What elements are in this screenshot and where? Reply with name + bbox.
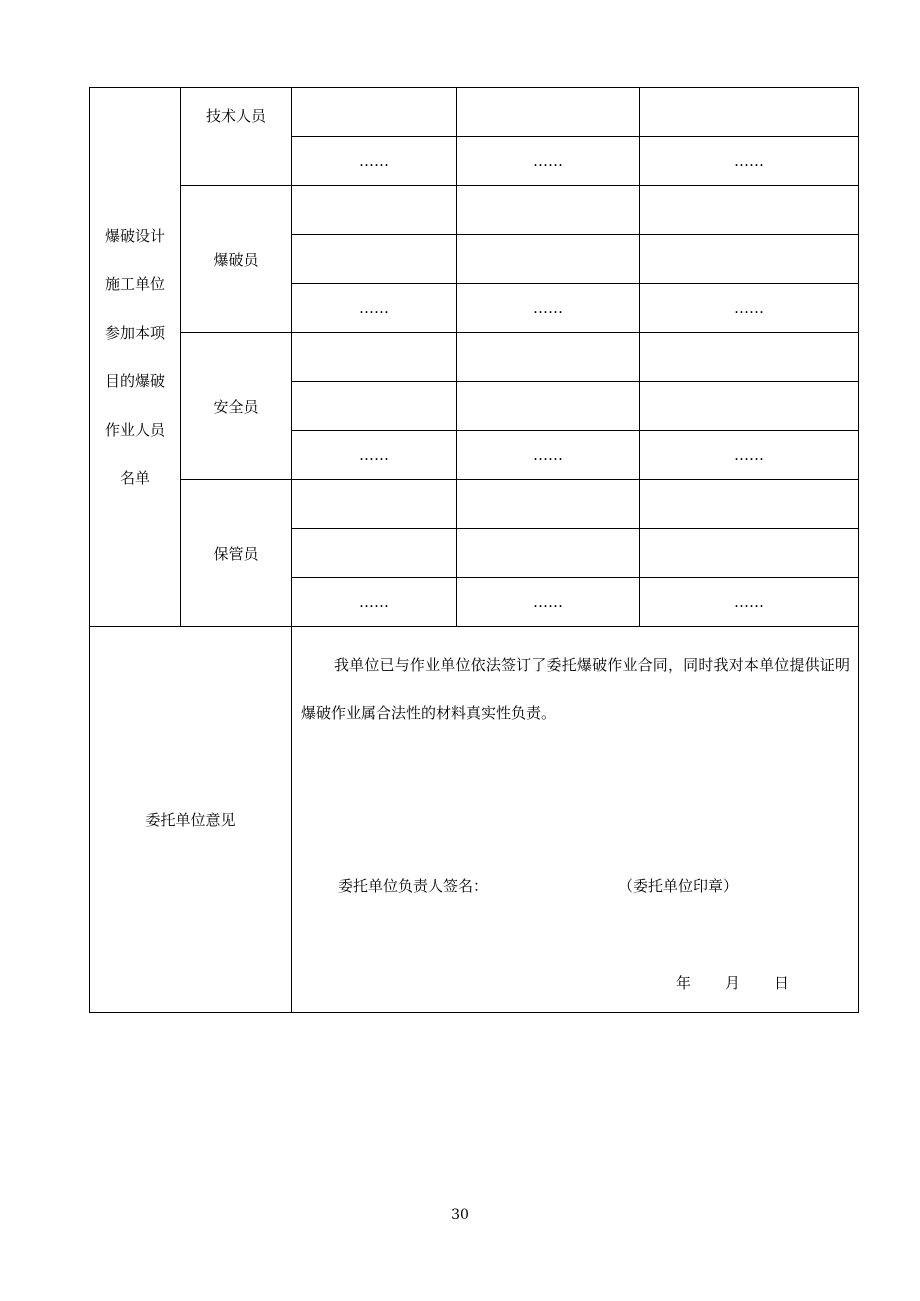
entry-cell[interactable] [457, 235, 640, 284]
side-label-line: 目的爆破 [104, 372, 165, 390]
entry-cell[interactable] [457, 382, 640, 431]
seal-label: （委托单位印章） [618, 877, 739, 895]
client-opinion-cell [292, 627, 859, 1013]
entry-cell[interactable] [457, 529, 640, 578]
side-label-line: 作业人员 [104, 420, 165, 439]
ellipsis-cell: …… [292, 578, 457, 627]
entry-cell[interactable] [640, 333, 859, 382]
ellipsis-cell: …… [457, 431, 640, 480]
signature-label: 委托单位负责人签名： [338, 877, 489, 895]
ellipsis-cell: …… [640, 284, 859, 333]
personnel-form-table [89, 87, 859, 1013]
page-number: 30 [451, 1207, 469, 1223]
opinion-statement: 我单位已与作业单位依法签订了委托爆破作业合同，同时我对本单位提供证明爆破作业属合法性的材料真实性负责。 [301, 656, 850, 722]
entry-cell[interactable] [457, 480, 640, 529]
ellipsis-cell: …… [457, 137, 640, 186]
entry-cell[interactable] [640, 186, 859, 235]
entry-cell[interactable] [457, 333, 640, 382]
date-line [676, 972, 789, 993]
role-custodian: 保管员 [181, 480, 292, 627]
entry-cell[interactable] [640, 529, 859, 578]
entry-cell[interactable] [292, 235, 457, 284]
entry-cell[interactable] [457, 186, 640, 235]
ellipsis-cell: …… [457, 578, 640, 627]
date-year: 年 [676, 974, 692, 992]
date-day: 日 [774, 974, 790, 992]
entry-cell[interactable] [457, 88, 640, 137]
entry-cell[interactable] [640, 235, 859, 284]
entry-cell[interactable] [292, 186, 457, 235]
side-label-line: 爆破设计 [104, 226, 165, 245]
personnel-list-label [90, 88, 181, 627]
entry-cell[interactable] [640, 88, 859, 137]
date-month: 月 [725, 974, 741, 992]
entry-cell[interactable] [292, 480, 457, 529]
entry-cell[interactable] [292, 88, 457, 137]
ellipsis-cell: …… [640, 431, 859, 480]
entry-cell[interactable] [292, 333, 457, 382]
role-safety-officer: 安全员 [181, 333, 292, 480]
side-label-line: 施工单位 [104, 275, 165, 293]
entry-cell[interactable] [640, 382, 859, 431]
ellipsis-cell: …… [292, 284, 457, 333]
role-technical-staff: 技术人员 [181, 88, 292, 186]
side-label-line: 参加本项 [104, 323, 165, 342]
side-label-line: 名单 [119, 469, 150, 487]
ellipsis-cell: …… [640, 578, 859, 627]
entry-cell[interactable] [640, 480, 859, 529]
entry-cell[interactable] [292, 382, 457, 431]
ellipsis-cell: …… [292, 137, 457, 186]
entry-cell[interactable] [292, 529, 457, 578]
role-blaster: 爆破员 [181, 186, 292, 333]
ellipsis-cell: …… [457, 284, 640, 333]
ellipsis-cell: …… [640, 137, 859, 186]
ellipsis-cell: …… [292, 431, 457, 480]
client-opinion-label: 委托单位意见 [90, 627, 292, 1013]
